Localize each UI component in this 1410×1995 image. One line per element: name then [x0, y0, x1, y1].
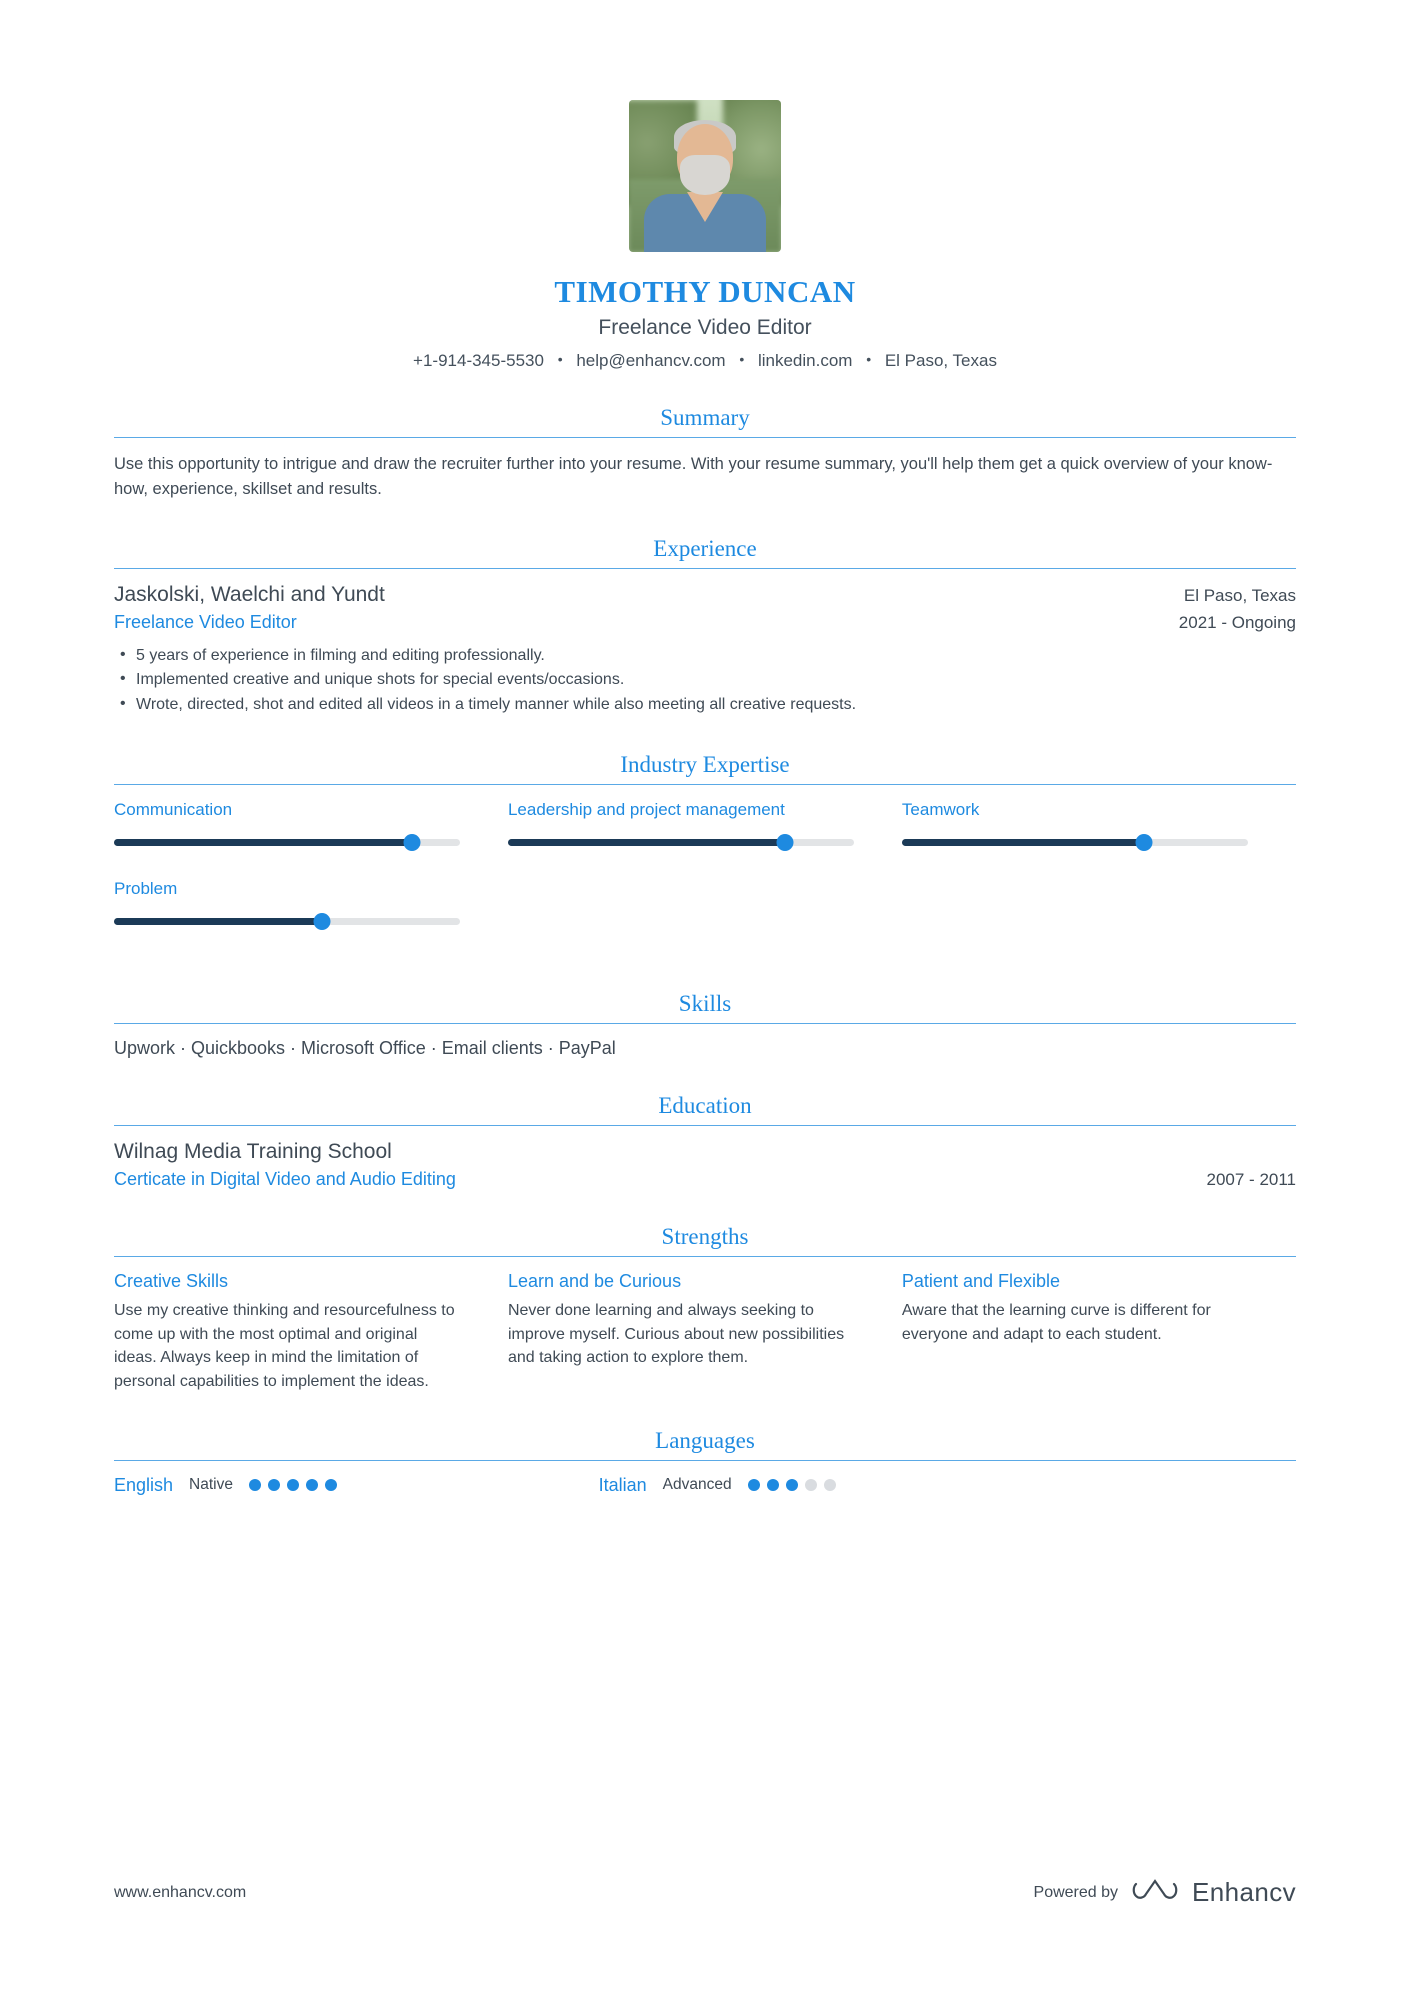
- rating-dot: [325, 1479, 337, 1491]
- expertise-slider[interactable]: [508, 834, 854, 850]
- slider-knob[interactable]: [776, 834, 793, 851]
- expertise-label: Teamwork: [901, 799, 980, 819]
- enhancv-logo-icon: [1132, 1876, 1178, 1909]
- expertise-item: [508, 799, 902, 850]
- experience-company: Jaskolski, Waelchi and Yundt: [114, 582, 385, 606]
- section-industry-expertise: [114, 752, 1296, 957]
- separator-dot: •: [557, 351, 563, 367]
- summary-text: Use this opportunity to intrigue and draw the recruiter further into your resume. With your resume summary, you'll help them get a quick overview of your know-how, experience, skillset and results.: [114, 455, 1273, 498]
- language-level: Native: [189, 1476, 233, 1494]
- expertise-label: Communication: [114, 799, 233, 819]
- photo-container: [114, 0, 1296, 252]
- rating-dot: [249, 1479, 261, 1491]
- contact-line: [114, 351, 1296, 371]
- section-title-education: Education: [658, 1092, 752, 1118]
- slider-fill: [508, 839, 785, 846]
- experience-location: El Paso, Texas: [1183, 585, 1296, 605]
- rating-dot: [767, 1479, 779, 1491]
- rating-dot: [786, 1479, 798, 1491]
- expertise-slider[interactable]: [114, 834, 460, 850]
- expertise-label: Problem: [114, 878, 178, 898]
- education-degree: Certicate in Digital Video and Audio Editing: [114, 1168, 456, 1189]
- section-title-strengths: Strengths: [661, 1223, 749, 1249]
- education-dates: 2007 - 2011: [1206, 1169, 1296, 1189]
- strength-item: [114, 1271, 508, 1394]
- brand-name: Enhancv: [1192, 1877, 1296, 1907]
- strength-text: Use my creative thinking and resourcefulness to come up with the most optimal and original ideas. Always keep in mind the limitation of personal capabilities to implement the ideas.: [114, 1301, 455, 1390]
- separator-dot: •: [739, 351, 745, 367]
- slider-knob[interactable]: [1136, 834, 1153, 851]
- powered-by-label: Powered by: [1033, 1883, 1119, 1901]
- rating-dot: [824, 1479, 836, 1491]
- slider-fill: [114, 918, 322, 925]
- section-education: [114, 1093, 1296, 1190]
- strength-title: Learn and be Curious: [507, 1270, 682, 1291]
- slider-fill: [902, 839, 1144, 846]
- rating-dot: [748, 1479, 760, 1491]
- location-text: El Paso, Texas: [884, 351, 997, 370]
- rating-dot: [268, 1479, 280, 1491]
- experience-entry: [114, 583, 1296, 718]
- separator-dot: •: [866, 351, 872, 367]
- section-title-languages: Languages: [655, 1427, 755, 1453]
- section-title-skills: Skills: [678, 990, 732, 1016]
- languages-grid: [114, 1475, 1296, 1496]
- avatar: [629, 100, 781, 252]
- website-text: linkedin.com: [757, 351, 853, 370]
- section-skills: [114, 991, 1296, 1059]
- section-title-summary: Summary: [660, 405, 750, 430]
- experience-job-title: Freelance Video Editor: [114, 611, 297, 632]
- language-item: [114, 1475, 599, 1496]
- language-name: Italian: [598, 1474, 647, 1495]
- slider-fill: [114, 839, 412, 846]
- footer-website-link[interactable]: www.enhancv.com: [114, 1883, 247, 1901]
- experience-dates: 2021 - Ongoing: [1178, 612, 1296, 632]
- section-languages: [114, 1428, 1296, 1496]
- expertise-grid: [114, 799, 1296, 957]
- expertise-slider[interactable]: [114, 913, 460, 929]
- section-experience: [114, 536, 1296, 718]
- strength-title: Creative Skills: [114, 1270, 229, 1291]
- section-title-industry-expertise: Industry Expertise: [620, 751, 790, 777]
- strength-text: Never done learning and always seeking to improve myself. Curious about new possibilities and taking action to explore them.: [507, 1301, 845, 1367]
- skills-list: Upwork · Quickbooks · Microsoft Office · Email clients · PayPal: [114, 1037, 616, 1058]
- education-school: Wilnag Media Training School: [114, 1139, 392, 1163]
- strength-item: [508, 1271, 902, 1394]
- section-title-experience: Experience: [653, 535, 757, 561]
- language-rating: [748, 1479, 843, 1491]
- section-summary: [114, 405, 1296, 502]
- page-title: TIMOTHY DUNCAN: [554, 274, 856, 309]
- language-level: Advanced: [662, 1476, 732, 1494]
- rating-dot: [287, 1479, 299, 1491]
- strength-text: Aware that the learning curve is different for everyone and adapt to each student.: [901, 1301, 1211, 1343]
- list-item: • Wrote, directed, shot and edited all videos in a timely manner while also meeting all creative requests.: [136, 693, 1296, 718]
- experience-bullets: [114, 644, 1296, 718]
- language-name: English: [114, 1474, 174, 1495]
- email-text: help@enhancv.com: [576, 351, 726, 370]
- section-strengths: [114, 1224, 1296, 1394]
- expertise-item: [114, 799, 508, 850]
- job-role: Freelance Video Editor: [598, 316, 812, 339]
- language-item: [599, 1475, 1084, 1496]
- education-entry: [114, 1140, 1296, 1190]
- slider-knob[interactable]: [313, 913, 330, 930]
- page-footer: [114, 1876, 1296, 1909]
- expertise-item: [902, 799, 1296, 850]
- rating-dot: [306, 1479, 318, 1491]
- strengths-grid: [114, 1271, 1296, 1394]
- list-item: • 5 years of experience in filming and editing professionally.: [136, 644, 1296, 669]
- slider-knob[interactable]: [403, 834, 420, 851]
- expertise-label: Leadership and project management: [507, 799, 785, 819]
- list-item: • Implemented creative and unique shots for special events/occasions.: [136, 668, 1296, 693]
- expertise-item: [114, 878, 508, 929]
- language-rating: [249, 1479, 344, 1491]
- strength-item: [902, 1271, 1296, 1394]
- phone-text: +1-914-345-5530: [413, 351, 544, 370]
- rating-dot: [805, 1479, 817, 1491]
- expertise-slider[interactable]: [902, 834, 1248, 850]
- strength-title: Patient and Flexible: [901, 1270, 1061, 1291]
